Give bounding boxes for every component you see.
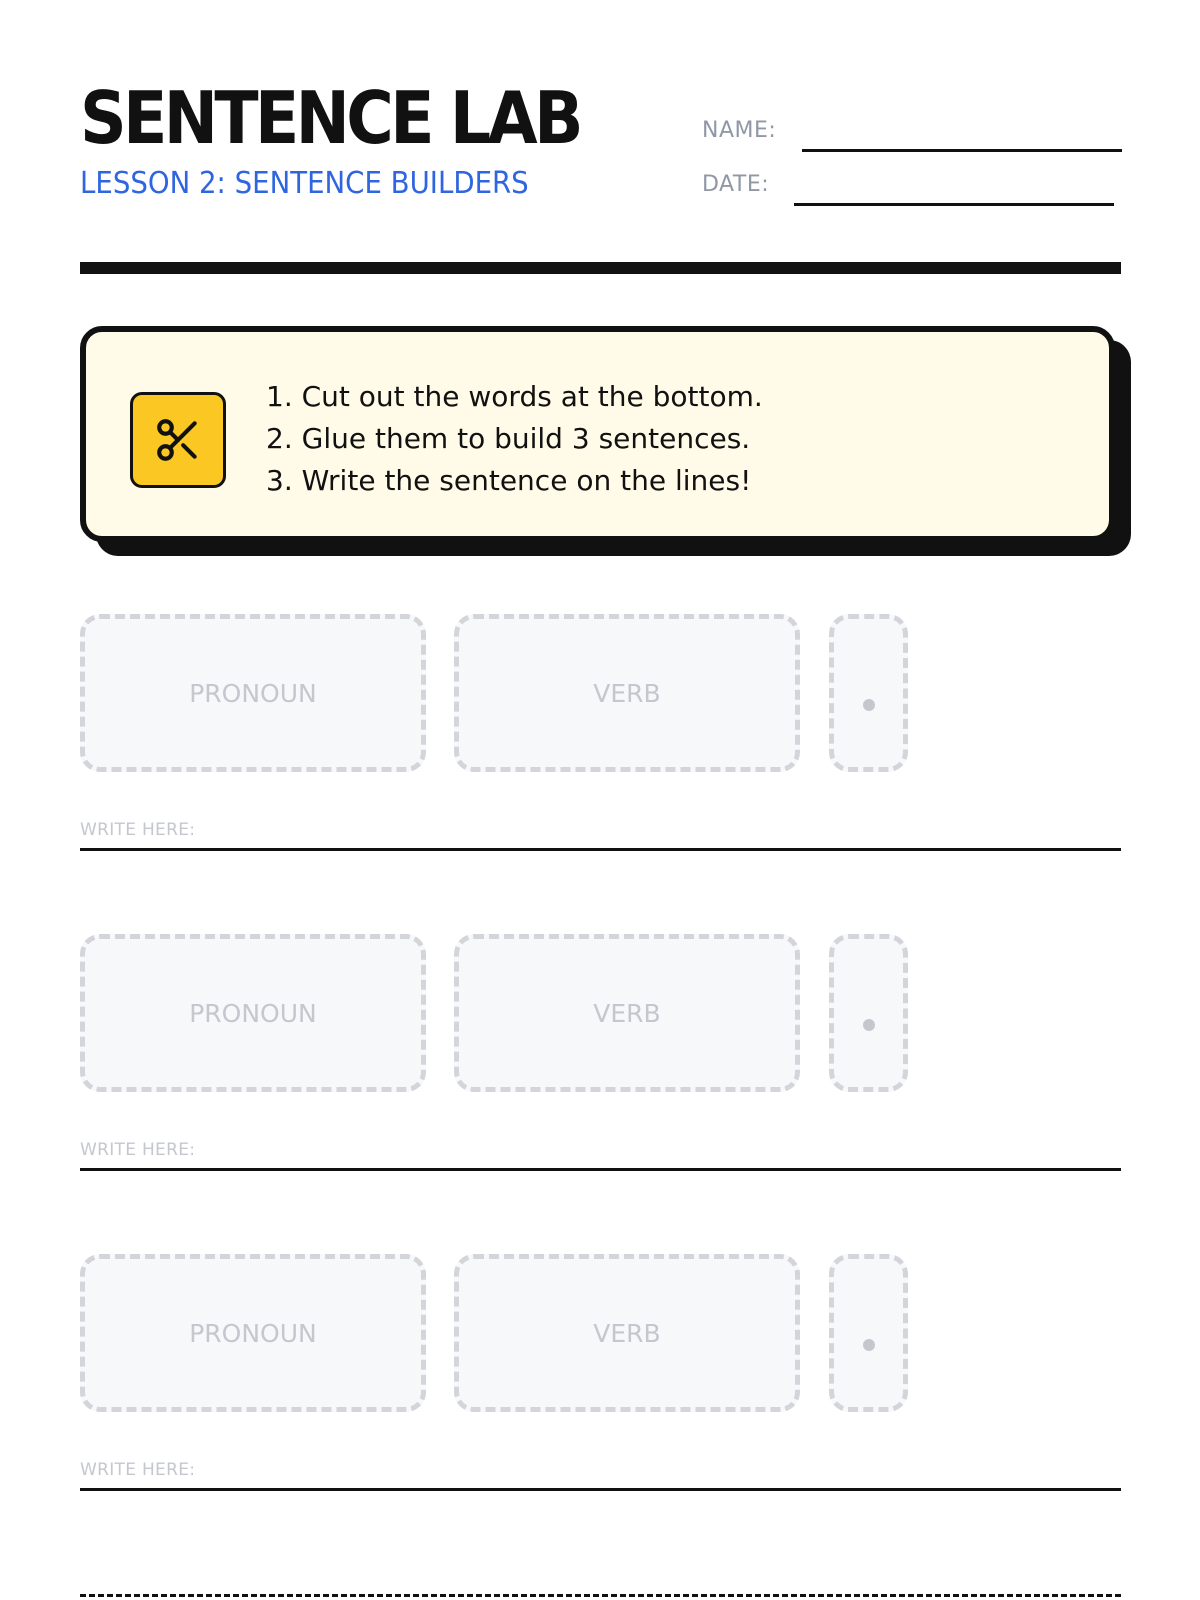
- slot-label: VERB: [593, 678, 661, 708]
- instruction-box: [80, 326, 1115, 542]
- period-dot-icon: [863, 699, 875, 711]
- date-label: DATE:: [702, 172, 770, 197]
- write-here-label-3: WRITE HERE:: [80, 1460, 196, 1480]
- scissors-icon-badge: [130, 392, 226, 488]
- cut-line: [80, 1594, 1121, 1597]
- slot-label: PRONOUN: [189, 678, 317, 708]
- lesson-subtitle: LESSON 2: SENTENCE BUILDERS: [80, 166, 529, 201]
- write-line-3[interactable]: [80, 1488, 1121, 1491]
- header-divider: [80, 262, 1121, 274]
- period-dot-icon: [863, 1019, 875, 1031]
- write-line-2[interactable]: [80, 1168, 1121, 1171]
- slot-label: VERB: [593, 1318, 661, 1348]
- name-field-line[interactable]: [802, 149, 1122, 152]
- slot-label: VERB: [593, 998, 661, 1028]
- pronoun-slot-1[interactable]: [80, 614, 426, 772]
- punctuation-slot-2[interactable]: [829, 934, 908, 1092]
- write-here-label-1: WRITE HERE:: [80, 820, 196, 840]
- slot-label: PRONOUN: [189, 998, 317, 1028]
- slot-label: PRONOUN: [189, 1318, 317, 1348]
- pronoun-slot-3[interactable]: [80, 1254, 426, 1412]
- scissors-icon: [153, 415, 203, 465]
- punctuation-slot-1[interactable]: [829, 614, 908, 772]
- instruction-step: 3. Write the sentence on the lines!: [266, 464, 752, 497]
- period-dot-icon: [863, 1339, 875, 1351]
- write-here-label-2: WRITE HERE:: [80, 1140, 196, 1160]
- date-field-line[interactable]: [794, 203, 1114, 206]
- verb-slot-1[interactable]: [454, 614, 800, 772]
- instruction-steps: [266, 376, 763, 502]
- instruction-step: 1. Cut out the words at the bottom.: [266, 380, 763, 413]
- name-label: NAME:: [702, 118, 777, 143]
- write-line-1[interactable]: [80, 848, 1121, 851]
- pronoun-slot-2[interactable]: [80, 934, 426, 1092]
- verb-slot-2[interactable]: [454, 934, 800, 1092]
- instruction-step: 2. Glue them to build 3 sentences.: [266, 422, 751, 455]
- punctuation-slot-3[interactable]: [829, 1254, 908, 1412]
- page-title: SENTENCE LAB: [80, 76, 580, 160]
- verb-slot-3[interactable]: [454, 1254, 800, 1412]
